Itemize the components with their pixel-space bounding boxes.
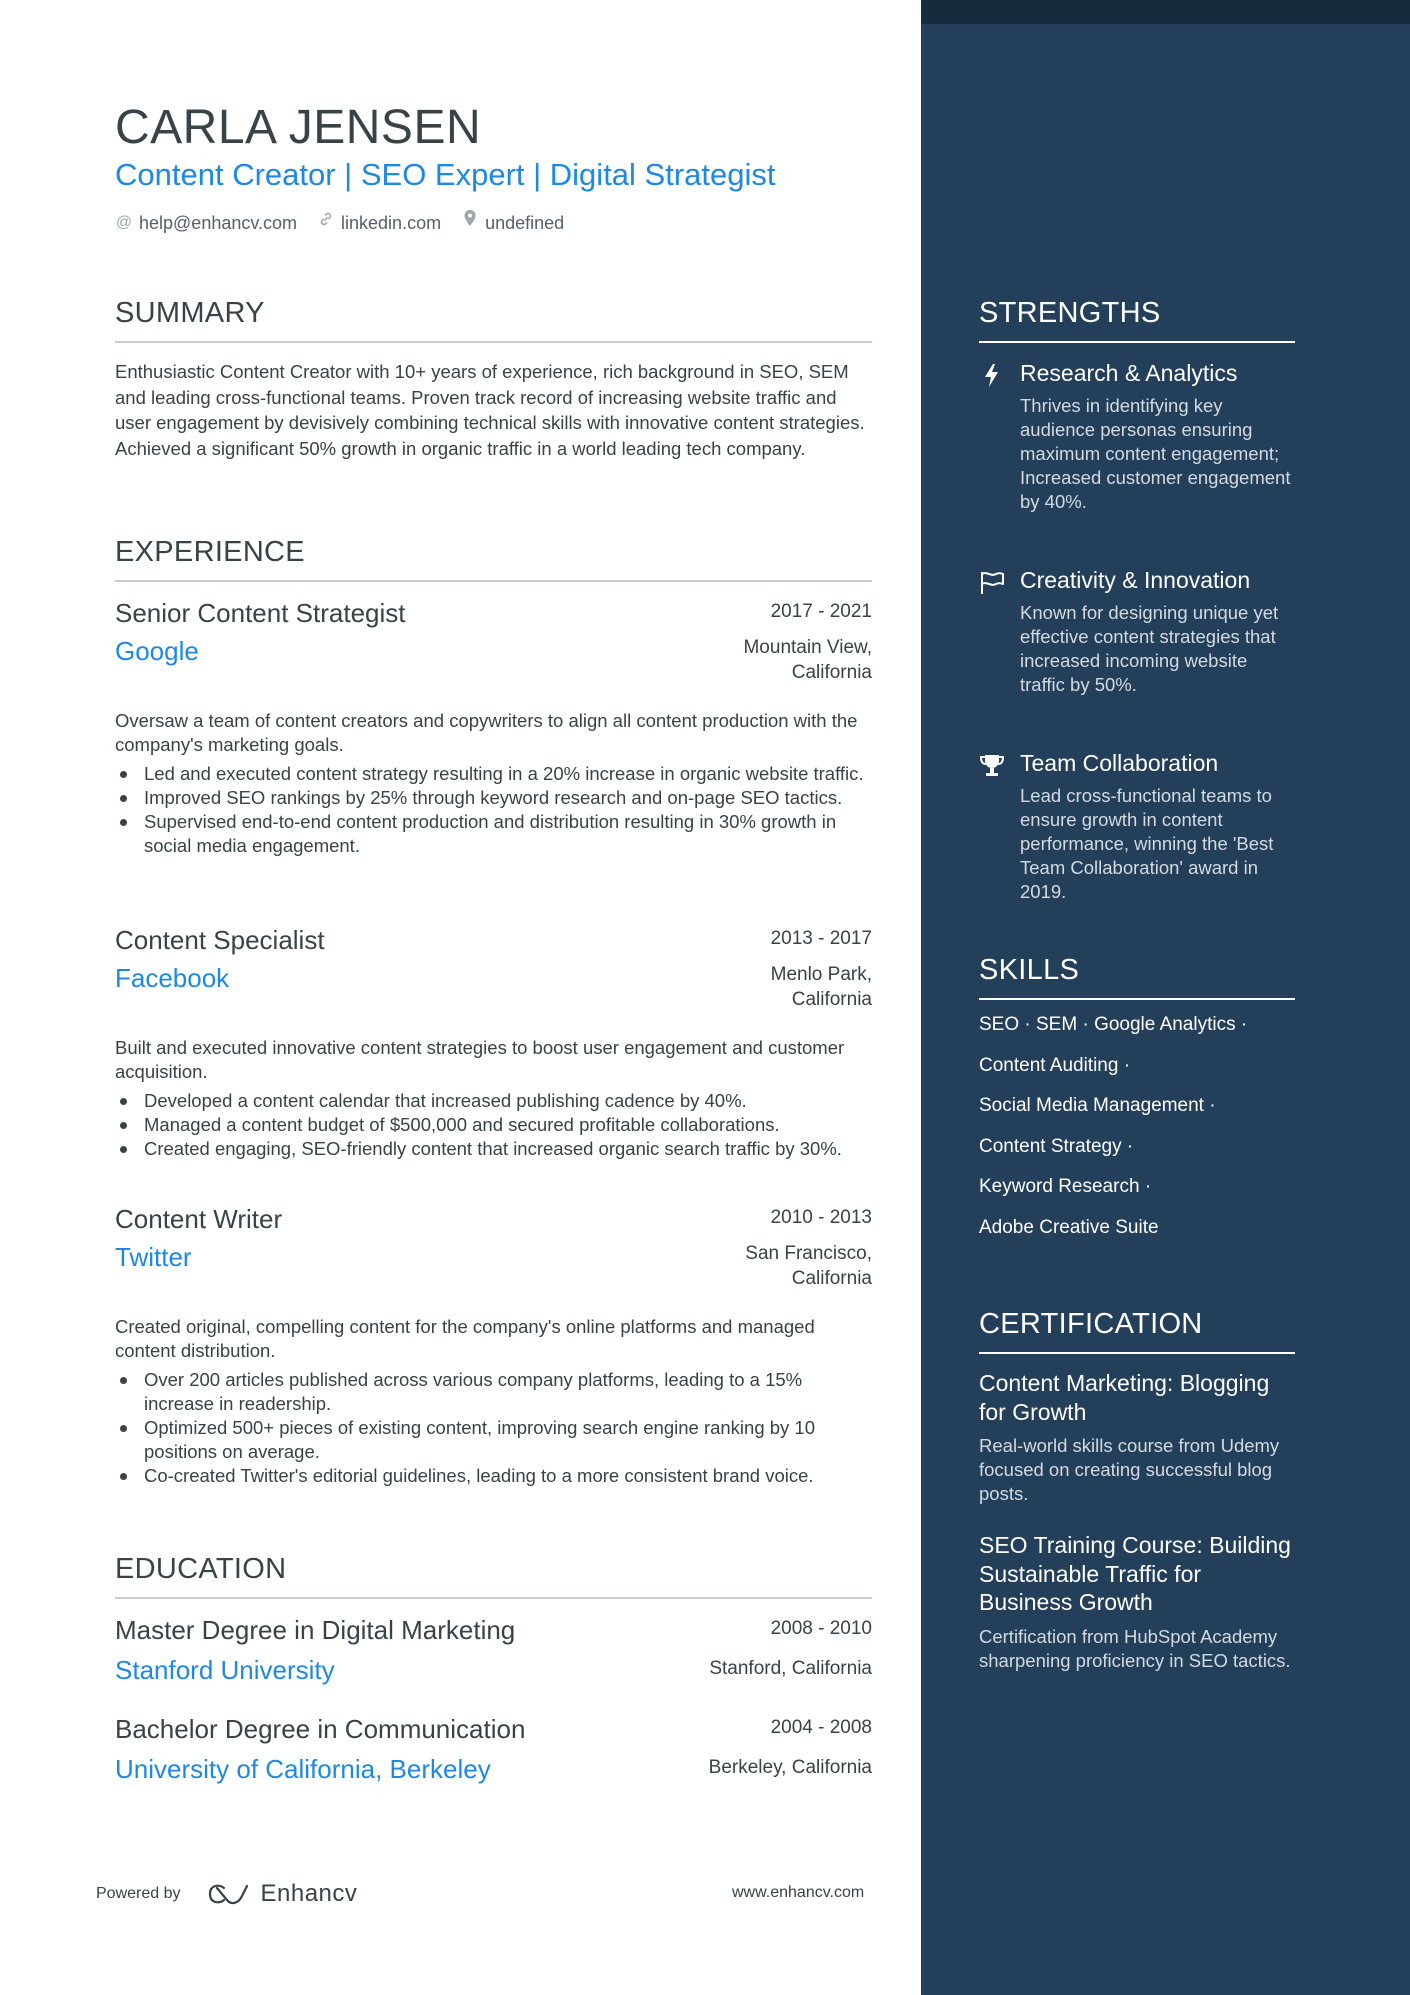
footer-branding <box>96 1880 357 1908</box>
candidate-title: Content Creator | SEO Expert | Digital Strategist <box>115 157 776 192</box>
skill-line: Social Media Management · <box>979 1095 1216 1117</box>
candidate-name: CARLA JENSEN <box>115 101 482 154</box>
contact-linkedin[interactable] <box>317 209 441 237</box>
link-icon <box>317 209 335 237</box>
certification-title: Content Marketing: Blogging for Growth <box>979 1370 1270 1425</box>
job-entry <box>115 924 872 1161</box>
trophy-icon <box>979 752 1005 778</box>
job-entry <box>115 597 872 858</box>
education-heading: EDUCATION <box>115 1551 872 1599</box>
certification-item <box>979 1369 1295 1506</box>
contact-bar <box>115 209 584 237</box>
experience-heading: EXPERIENCE <box>115 534 872 582</box>
certification-item <box>979 1531 1295 1673</box>
job-bullets <box>115 1368 872 1488</box>
flag-icon <box>979 569 1005 595</box>
job-bullet: Created engaging, SEO-friendly content that increased organic search traffic by 30%. <box>115 1137 872 1161</box>
job-location: San Francisco, California <box>745 1243 872 1289</box>
education-school: University of California, Berkeley <box>115 1754 491 1784</box>
education-location: Stanford, California <box>709 1658 872 1679</box>
job-description: Created original, compelling content for the company's online platforms and managed content distribution. <box>115 1316 815 1361</box>
job-description: Built and executed innovative content strategies to boost user engagement and customer acquisition. <box>115 1037 845 1082</box>
contact-location-text: undefined <box>485 213 565 233</box>
strength-title: Team Collaboration <box>1020 750 1219 776</box>
skills-list <box>979 1012 1295 1256</box>
job-company: Google <box>115 636 199 666</box>
job-bullets <box>115 762 872 858</box>
job-bullet: Supervised end-to-end content production and distribution resulting in 30% growth in social media engagement. <box>115 810 872 858</box>
skill-line: Content Auditing · <box>979 1054 1131 1076</box>
education-degree: Master Degree in Digital Marketing <box>115 1615 516 1645</box>
education-degree: Bachelor Degree in Communication <box>115 1714 526 1744</box>
contact-location <box>461 209 564 237</box>
at-sign-icon: @ <box>115 214 133 231</box>
job-dates: 2010 - 2013 <box>770 1207 872 1228</box>
certification-description: Certification from HubSpot Academy sharpening proficiency in SEO tactics. <box>979 1625 1291 1671</box>
job-location: Mountain View, California <box>743 637 872 683</box>
certification-heading: CERTIFICATION <box>979 1306 1295 1354</box>
job-entry <box>115 1203 872 1488</box>
contact-email[interactable] <box>115 209 297 237</box>
skill-line: Adobe Creative Suite <box>979 1216 1159 1238</box>
job-bullet: Led and executed content strategy resulting in a 20% increase in organic website traffic. <box>115 762 872 786</box>
skill-line: SEO · SEM · Google Analytics · <box>979 1014 1248 1035</box>
job-role: Content Specialist <box>115 925 325 955</box>
job-role: Content Writer <box>115 1204 283 1234</box>
sidebar <box>921 0 1410 1995</box>
job-bullet: Developed a content calendar that increased publishing cadence by 40%. <box>115 1089 872 1113</box>
education-school: Stanford University <box>115 1655 335 1685</box>
strength-description: Known for designing unique yet effective content strategies that increased incoming website traffic by 50%. <box>1020 602 1279 695</box>
job-role: Senior Content Strategist <box>115 598 406 628</box>
sidebar-top-strip <box>921 0 1410 24</box>
powered-by-label: Powered by <box>96 1885 181 1902</box>
skills-heading: SKILLS <box>979 952 1295 1000</box>
education-dates: 2008 - 2010 <box>770 1618 872 1639</box>
job-location: Menlo Park, California <box>770 964 872 1010</box>
certification-description: Real-world skills course from Udemy focused on creating successful blog posts. <box>979 1435 1280 1504</box>
education-entry <box>115 1614 872 1694</box>
strength-description: Lead cross-functional teams to ensure growth in content performance, winning the 'Best Team Collaboration' award in 2019. <box>1020 785 1274 902</box>
enhancv-logo-icon <box>207 1882 253 1906</box>
strengths-heading: STRENGTHS <box>979 295 1295 343</box>
strength-title: Research & Analytics <box>1020 360 1238 386</box>
job-bullet: Improved SEO rankings by 25% through keyword research and on-page SEO tactics. <box>115 786 872 810</box>
education-location: Berkeley, California <box>708 1757 872 1778</box>
summary-heading: SUMMARY <box>115 295 872 343</box>
lightning-bolt-icon <box>979 362 1005 388</box>
job-bullet: Optimized 500+ pieces of existing content, improving search engine ranking by 10 positions on average. <box>115 1416 872 1464</box>
summary-text: Enthusiastic Content Creator with 10+ years of experience, rich background in SEO, SEM and leading cross-functional teams. Proven track record of increasing website traffic and user engagement by devisively combining technical skills with innovative content strategies. Achieved a significant 50% growth in organic traffic in a world leading tech company. <box>115 361 865 459</box>
strength-title: Creativity & Innovation <box>1020 567 1251 593</box>
enhancv-brand-name: Enhancv <box>260 1880 358 1907</box>
job-dates: 2017 - 2021 <box>770 601 872 622</box>
job-company: Twitter <box>115 1242 192 1272</box>
job-bullet: Managed a content budget of $500,000 and secured profitable collaborations. <box>115 1113 872 1137</box>
job-bullets <box>115 1089 872 1161</box>
strength-description: Thrives in identifying key audience personas ensuring maximum content engagement; Increased customer engagement by 40%. <box>1020 395 1291 512</box>
contact-email-text: help@enhancv.com <box>139 213 298 233</box>
job-dates: 2013 - 2017 <box>770 928 872 949</box>
skill-line: Content Strategy · <box>979 1135 1134 1157</box>
contact-linkedin-text: linkedin.com <box>341 213 442 233</box>
job-bullet: Over 200 articles published across various company platforms, leading to a 15% increase in readership. <box>115 1368 872 1416</box>
job-company: Facebook <box>115 963 230 993</box>
map-pin-icon <box>461 209 479 237</box>
job-bullet: Co-created Twitter's editorial guidelines, leading to a more consistent brand voice. <box>115 1464 872 1488</box>
education-dates: 2004 - 2008 <box>770 1717 872 1738</box>
job-description: Oversaw a team of content creators and copywriters to align all content production with the company's marketing goals. <box>115 710 858 755</box>
main-column <box>115 0 872 1995</box>
skill-line: Keyword Research · <box>979 1176 1152 1198</box>
education-entry <box>115 1713 872 1793</box>
certification-title: SEO Training Course: Building Sustainable Traffic for Business Growth <box>979 1532 1291 1615</box>
footer-website[interactable]: www.enhancv.com <box>732 1884 865 1901</box>
